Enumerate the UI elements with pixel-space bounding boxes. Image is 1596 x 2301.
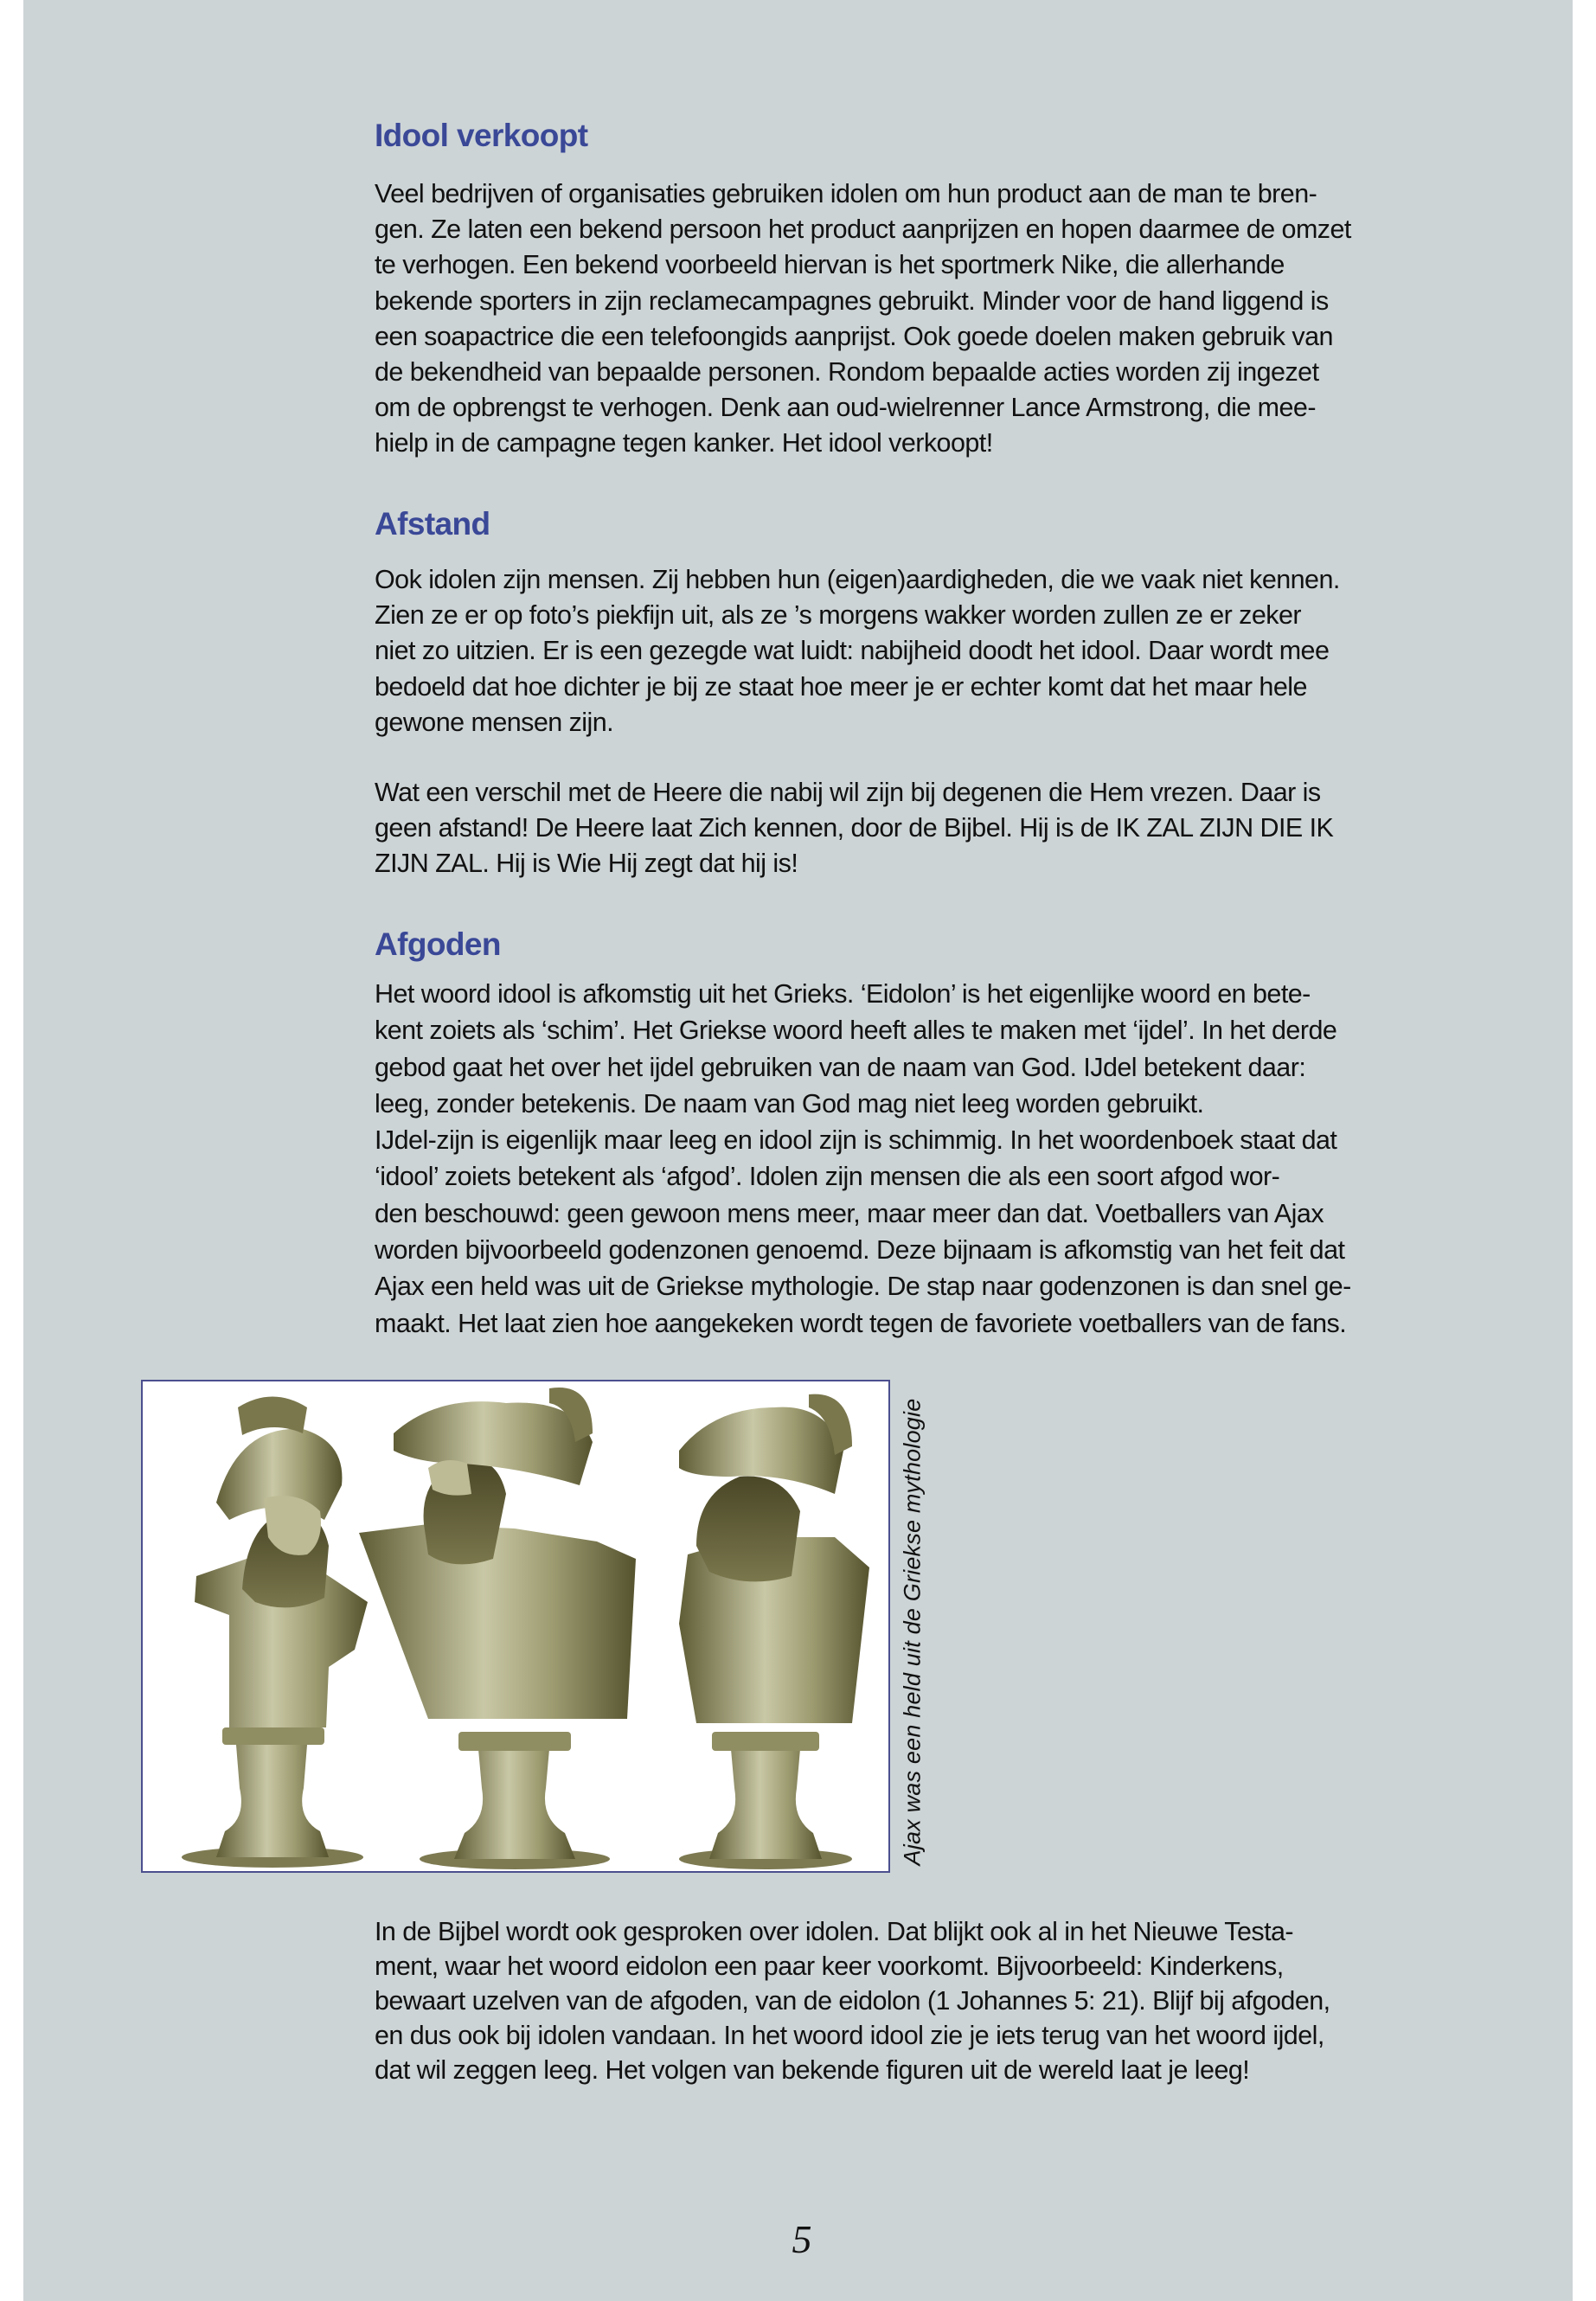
caption-text: Ajax was een held uit de Griekse mythologie xyxy=(899,1398,926,1866)
text-line: bewaart uzelven van de afgoden, van de eidolon (1 Johannes 5: 21). Blijf bij afgoden, xyxy=(375,1986,1330,2016)
text-line: de bekendheid van bepaalde personen. Rondom bepaalde acties worden zij ingezet xyxy=(375,357,1319,388)
bust-side-view xyxy=(679,1394,869,1869)
paragraph-afstand-2 xyxy=(375,775,1333,882)
heading-idool-verkoopt: Idool verkoopt xyxy=(375,118,588,153)
text-line: Zien ze er op foto’s piekfijn uit, als ze ’s morgens wakker worden zullen ze er zeker xyxy=(375,600,1301,631)
text-line: om de opbrengst te verhogen. Denk aan oud-wielrenner Lance Armstrong, die mee- xyxy=(375,393,1316,423)
paragraph-afgoden-1 xyxy=(375,976,1351,1342)
text-line: geen afstand! De Heere laat Zich kennen, door de Bijbel. Hij is de IK ZAL ZIJN DIE IK xyxy=(375,813,1334,843)
page-number: 5 xyxy=(792,2217,812,2261)
text-line: worden bijvoorbeeld godenzonen genoemd. Deze bijnaam is afkomstig van het feit dat xyxy=(375,1235,1345,1266)
text-line: en dus ook bij idolen vandaan. In het woord idool zie je iets terug van het woord ijdel, xyxy=(375,2021,1324,2050)
text-line: IJdel-zijn is eigenlijk maar leeg en idool zijn is schimmig. In het woordenboek staat dat xyxy=(375,1125,1337,1156)
text-line: een soapactrice die een telefoongids aanprijst. Ook goede doelen maken gebruik van xyxy=(375,321,1333,351)
text-line: In de Bijbel wordt ook gesproken over idolen. Dat blijkt ook al in het Nieuwe Testa- xyxy=(375,1917,1294,1946)
text-line: te verhogen. Een bekend voorbeeld hiervan is het sportmerk Nike, die allerhande xyxy=(375,250,1285,280)
bust-front-view xyxy=(182,1397,368,1868)
text-line: Ook idolen zijn mensen. Zij hebben hun (eigen)aardigheden, die we vaak niet kennen. xyxy=(375,565,1340,594)
paragraph-idool-verkoopt xyxy=(375,176,1351,462)
text-line: ment, waar het woord eidolon een paar keer voorkomt. Bijvoorbeeld: Kinderkens, xyxy=(375,1952,1284,1981)
paragraph-afstand-1 xyxy=(375,562,1340,740)
text-line: den beschouwd: geen gewoon mens meer, maar meer dan dat. Voetballers van Ajax xyxy=(375,1198,1324,1228)
ajax-bust-image xyxy=(141,1380,890,1873)
text-line: Veel bedrijven of organisaties gebruiken idolen om hun product aan de man te bren- xyxy=(375,179,1317,208)
text-line: leeg, zonder betekenis. De naam van God mag niet leeg worden gebruikt. xyxy=(375,1088,1204,1118)
text-line: bekende sporters in zijn reclamecampagnes gebruikt. Minder voor de hand liggend is xyxy=(375,285,1329,316)
text-line: dat wil zeggen leeg. Het volgen van bekende figuren uit de wereld laat je leeg! xyxy=(375,2055,1250,2085)
text-line: ZIJN ZAL. Hij is Wie Hij zegt dat hij is! xyxy=(375,849,798,879)
text-line: kent zoiets als ‘schim’. Het Griekse woord heeft alles te maken met ‘ijdel’. In het derde xyxy=(375,1016,1337,1046)
text-line: Ajax een held was uit de Griekse mythologie. De stap naar godenzonen is dan snel ge- xyxy=(375,1272,1351,1302)
bust-profile-view xyxy=(359,1388,636,1869)
text-line: hielp in de campagne tegen kanker. Het idool verkoopt! xyxy=(375,428,993,458)
text-line: maakt. Het laat zien hoe aangekeken wordt tegen de favoriete voetballers van de fans. xyxy=(375,1308,1347,1338)
paragraph-bijbel-idolen xyxy=(375,1914,1330,2087)
text-line: ‘idool’ zoiets betekent als ‘afgod’. Idolen zijn mensen die als een soort afgod wor- xyxy=(375,1162,1280,1192)
heading-afgoden: Afgoden xyxy=(375,926,501,962)
text-line: gen. Ze laten een bekend persoon het product aanprijzen en hopen daarmee de omzet xyxy=(375,215,1351,245)
text-line: gewone mensen zijn. xyxy=(375,707,614,737)
text-line: bedoeld dat hoe dichter je bij ze staat hoe meer je er echter komt dat het maar hele xyxy=(375,671,1307,702)
figure-caption xyxy=(900,1388,926,1875)
text-line: niet zo uitzien. Er is een gezegde wat luidt: nabijheid doodt het idool. Daar wordt mee xyxy=(375,636,1330,666)
statue-busts-illustration xyxy=(143,1381,888,1871)
text-line: gebod gaat het over het ijdel gebruiken van de naam van God. IJdel betekent daar: xyxy=(375,1052,1306,1082)
heading-afstand: Afstand xyxy=(375,506,490,542)
text-line: Wat een verschil met de Heere die nabij wil zijn bij degenen die Hem vrezen. Daar is xyxy=(375,778,1321,807)
text-line: Het woord idool is afkomstig uit het Grieks. ‘Eidolon’ is het eigenlijke woord en bete- xyxy=(375,979,1311,1009)
